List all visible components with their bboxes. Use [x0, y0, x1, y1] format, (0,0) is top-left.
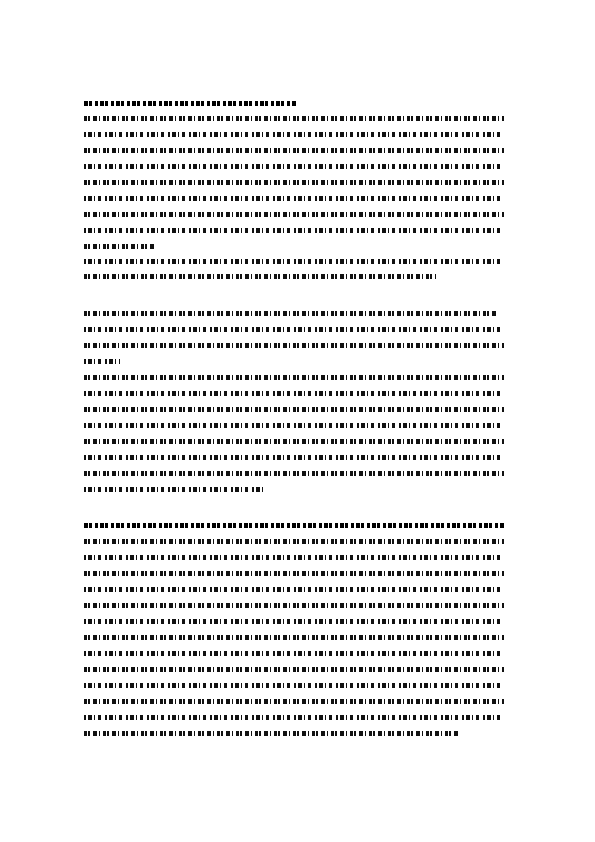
text-line [84, 539, 504, 544]
text-line [84, 683, 504, 688]
text-line [84, 487, 264, 492]
text-line [84, 407, 504, 412]
text-line [84, 619, 504, 624]
text-line [84, 180, 504, 185]
text-line [84, 423, 504, 428]
text-line [84, 571, 504, 576]
text-line [84, 196, 504, 201]
text-line [84, 359, 120, 364]
text-line [84, 555, 504, 560]
text-line [84, 116, 504, 121]
text-line [84, 523, 504, 528]
text-line [84, 212, 504, 217]
text-line [84, 439, 504, 444]
text-line [84, 731, 458, 736]
text-line [84, 667, 504, 672]
text-line [84, 148, 504, 153]
text-line [84, 259, 504, 264]
text-line [84, 311, 496, 316]
text-line [84, 274, 436, 279]
text-line [84, 635, 504, 640]
text-line [84, 244, 156, 249]
text-line [84, 343, 504, 348]
text-line [84, 164, 504, 169]
text-line [84, 132, 504, 137]
text-line [84, 375, 504, 380]
text-line [84, 391, 504, 396]
text-line [84, 471, 504, 476]
section-heading-line [84, 101, 296, 106]
text-line [84, 327, 504, 332]
text-line [84, 587, 504, 592]
text-line [84, 715, 504, 720]
text-line [84, 651, 504, 656]
text-line [84, 699, 504, 704]
text-line [84, 603, 504, 608]
text-line [84, 455, 504, 460]
text-line [84, 228, 504, 233]
